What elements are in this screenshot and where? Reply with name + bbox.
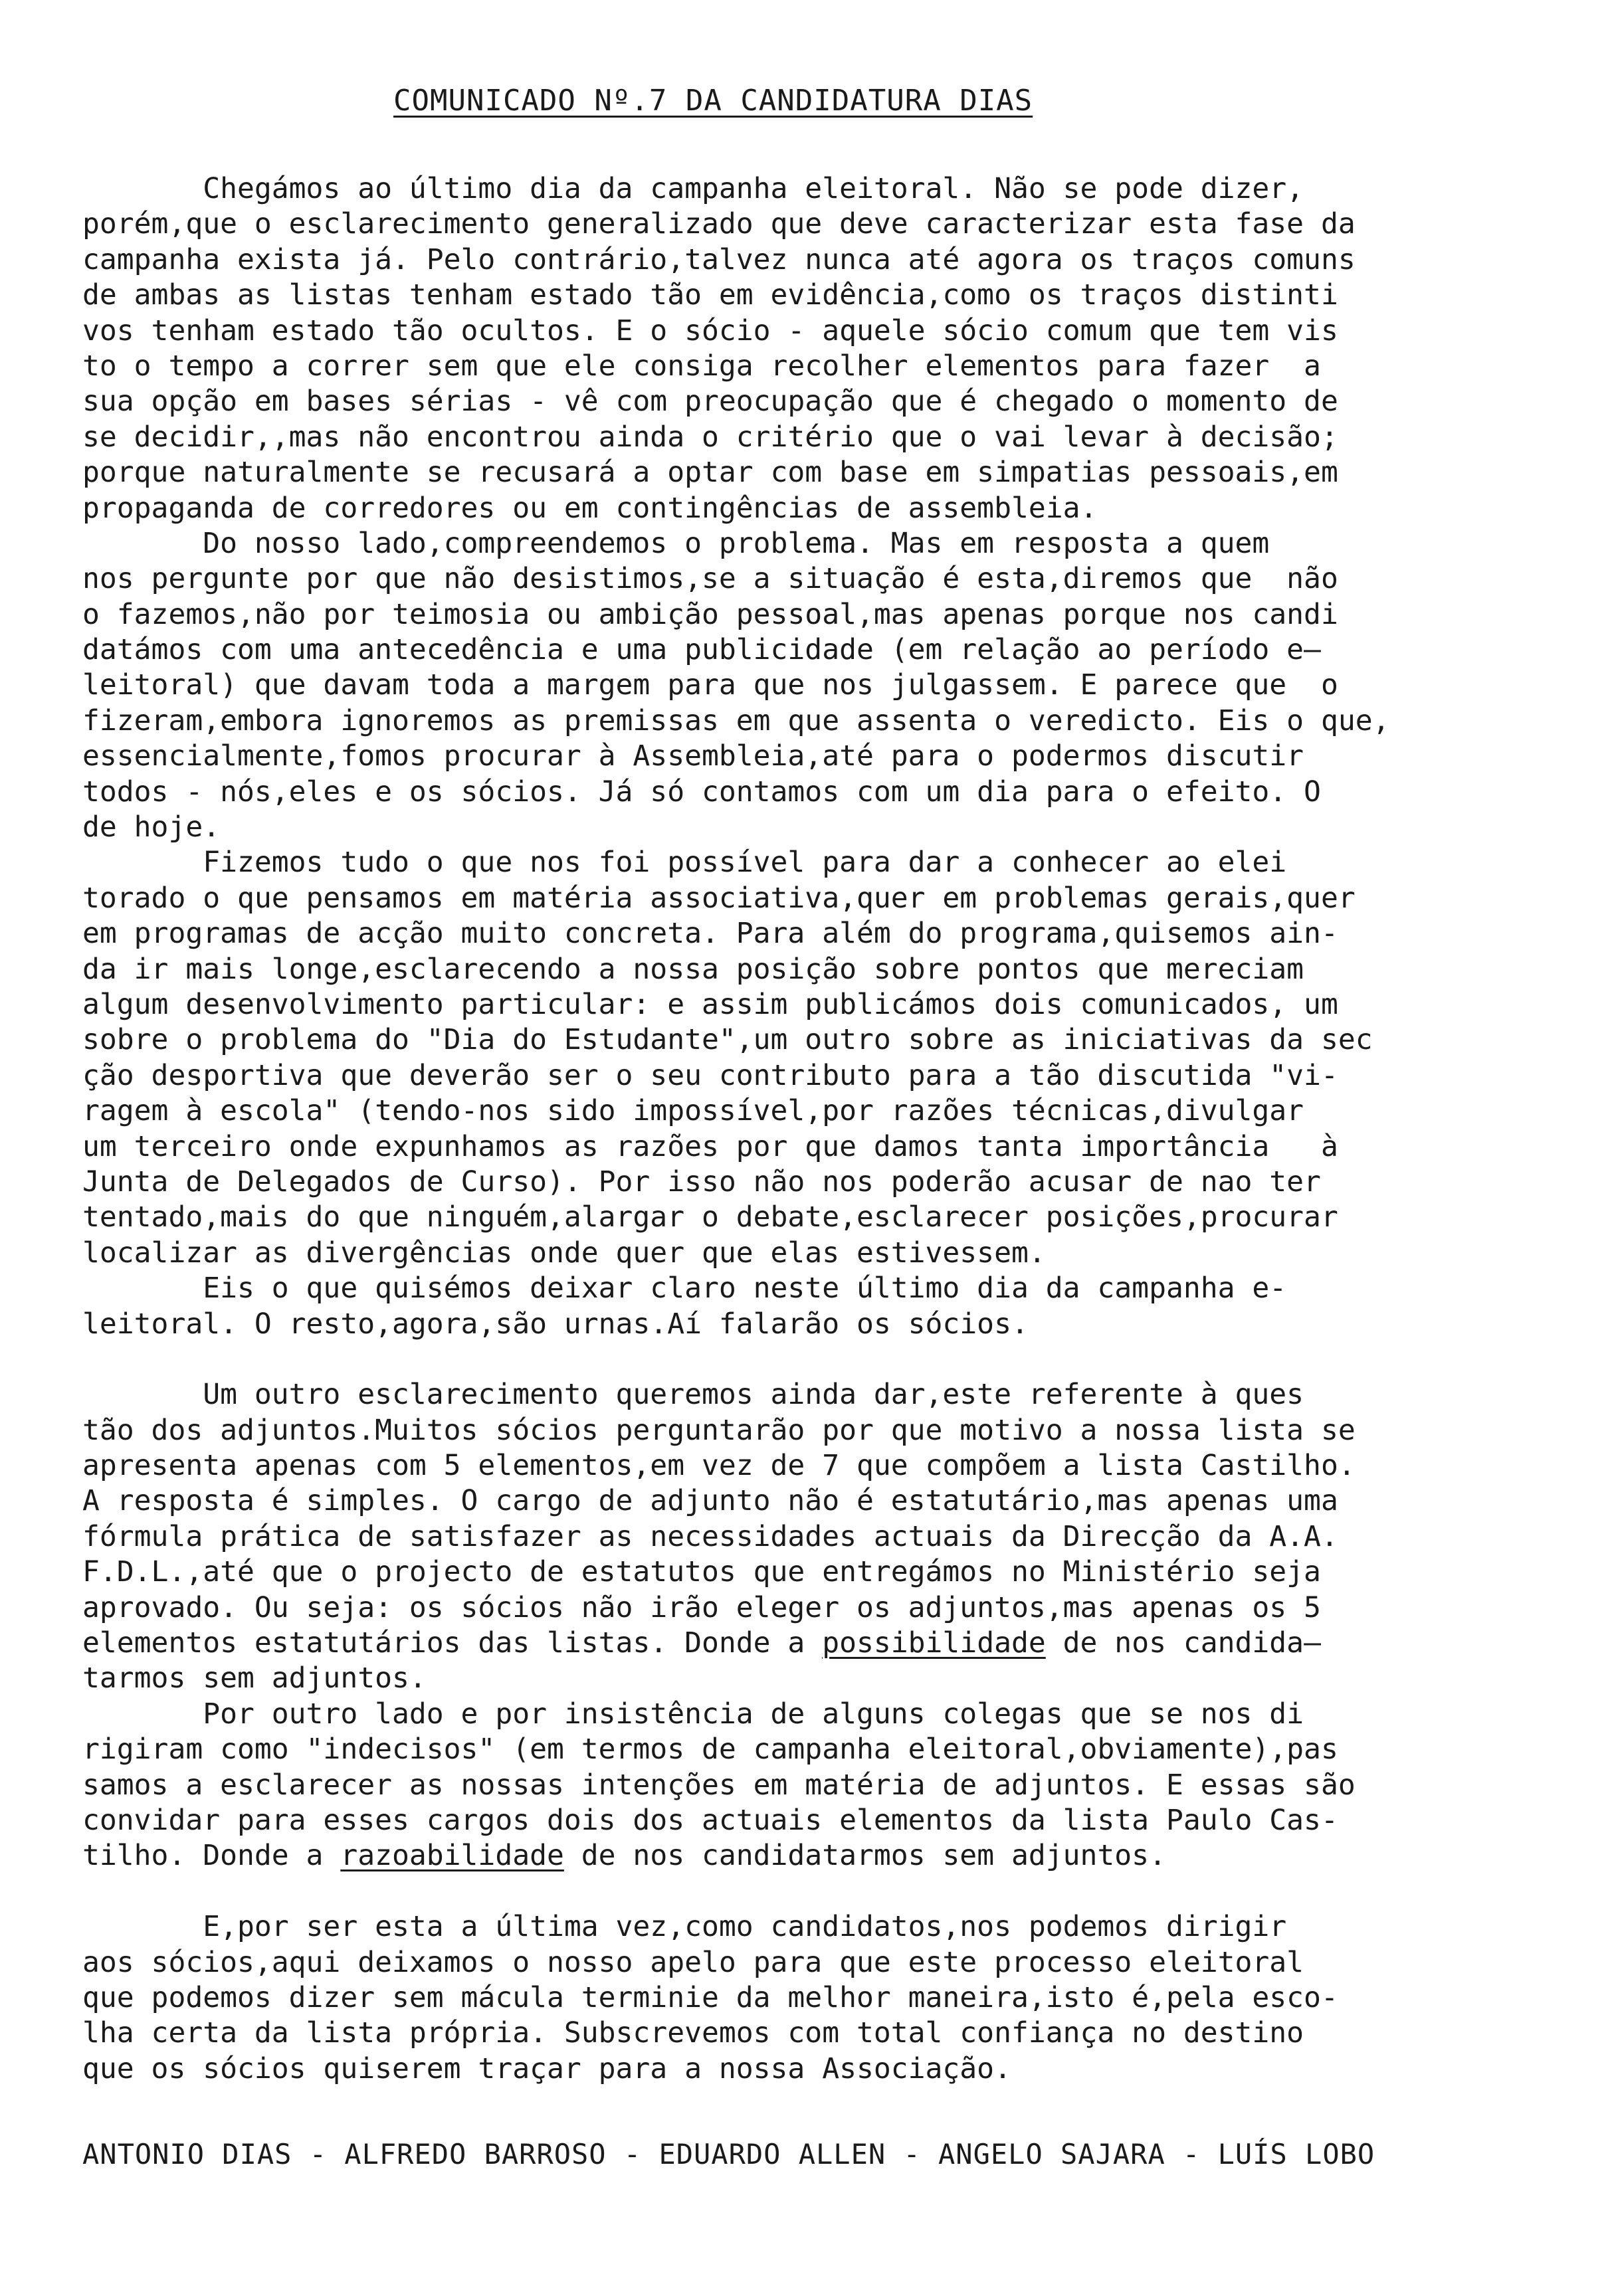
text-line: um terceiro onde expunhamos as razões por que damos tanta importância à	[82, 1129, 1338, 1163]
text-line: ragem à escola" (tendo-nos sido impossível,por razões técnicas,divulgar	[82, 1094, 1304, 1128]
text-line: o fazemos,não por teimosia ou ambição pessoal,mas apenas porque nos candi	[82, 597, 1338, 631]
text-line: Junta de Delegados de Curso). Por isso não nos poderão acusar de nao ter	[82, 1165, 1321, 1198]
signatures-line: ANTONIO DIAS - ALFREDO BARROSO - EDUARDO ALLEN - ANGELO SAJARA - LUÍS LOBO	[82, 2138, 1375, 2170]
text-line: Fizemos tudo o que nos foi possível para dar a conhecer ao elei	[82, 846, 1287, 880]
text-line: F.D.L.,até que o projecto de estatutos que entregámos no Ministério seja	[82, 1555, 1321, 1589]
text-line: propaganda de corredores ou em contingências de assembleia.	[82, 491, 1098, 525]
text-line: porém,que o esclarecimento generalizado que deve caracterizar esta fase da	[82, 207, 1356, 241]
text-line: de ambas as listas tenham estado tão em evidência,como os traços distinti	[82, 278, 1338, 312]
text-line: rigiram como "indecisos" (em termos de campanha eleitoral,obviamente),pas	[82, 1733, 1338, 1767]
text-line: A resposta é simples. O cargo de adjunto não é estatutário,mas apenas uma	[82, 1484, 1338, 1518]
text-line: Por outro lado e por insistência de alguns colegas que se nos di	[82, 1697, 1304, 1731]
text-line: que os sócios quiserem traçar para a nossa Associação.	[82, 2052, 1011, 2085]
text-line: datámos com uma antecedência e uma publicidade (em relação ao período e—	[82, 633, 1321, 667]
text-line: E,por ser esta a última vez,como candidatos,nos podemos dirigir	[82, 1910, 1287, 1944]
text-line: todos - nós,eles e os sócios. Já só contamos com um dia para o efeito. O	[82, 775, 1321, 809]
text-line: leitoral) que davam toda a margem para que nos julgassem. E parece que o	[82, 668, 1338, 702]
text-line: tentado,mais do que ninguém,alargar o debate,esclarecer posições,procurar	[82, 1200, 1338, 1234]
text-line: vos tenham estado tão ocultos. E o sócio - aquele sócio comum que tem vis	[82, 314, 1338, 347]
text-line: aos sócios,aqui deixamos o nosso apelo para que este processo eleitoral	[82, 1945, 1304, 1979]
text-line: sua opção em bases sérias - vê com preocupação que é chegado o momento de	[82, 385, 1338, 419]
text-line: Chegámos ao último dia da campanha eleitoral. Não se pode dizer,	[82, 172, 1304, 205]
text-line: samos a esclarecer as nossas intenções em matéria de adjuntos. E essas são	[82, 1768, 1356, 1802]
text-line: apresenta apenas com 5 elementos,em vez de 7 que compõem a lista Castilho.	[82, 1449, 1356, 1483]
text-line: de hoje.	[82, 811, 221, 844]
text-line: lha certa da lista própria. Subscrevemos com total confiança no destino	[82, 2016, 1304, 2050]
text-line: fórmula prática de satisfazer as necessidades actuais da Direcção da A.A.	[82, 1519, 1338, 1553]
text-line: elementos estatutários das listas. Donde a possibilidade de nos candida—	[82, 1626, 1321, 1660]
text-line: Eis o que quisémos deixar claro neste último dia da campanha e-	[82, 1272, 1287, 1305]
text-line: tilho. Donde a razoabilidade de nos candidatarmos sem adjuntos.	[82, 1839, 1166, 1873]
text-line: tarmos sem adjuntos.	[82, 1662, 427, 1695]
text-line: ção desportiva que deverão ser o seu contributo para a tão discutida "vi-	[82, 1058, 1338, 1092]
document-title: COMUNICADO Nº.7 DA CANDIDATURA DIAS	[393, 84, 1033, 118]
text-line: to o tempo a correr sem que ele consiga recolher elementos para fazer a	[82, 349, 1321, 383]
text-line: tão dos adjuntos.Muitos sócios perguntarão por que motivo a nossa lista se	[82, 1413, 1356, 1447]
text-line: leitoral. O resto,agora,são urnas.Aí falarão os sócios.	[82, 1307, 1029, 1341]
text-line: algum desenvolvimento particular: e assim publicámos dois comunicados, um	[82, 987, 1338, 1021]
text-line: torado o que pensamos em matéria associativa,quer em problemas gerais,quer	[82, 881, 1356, 915]
text-line: porque naturalmente se recusará a optar com base em simpatias pessoais,em	[82, 456, 1338, 490]
text-line: essencialmente,fomos procurar à Assembleia,até para o podermos discutir	[82, 739, 1304, 773]
text-line: que podemos dizer sem mácula terminie da melhor maneira,isto é,pela esco-	[82, 1980, 1338, 2014]
text-line: Um outro esclarecimento queremos ainda dar,este referente à ques	[82, 1378, 1304, 1412]
text-line: da ir mais longe,esclarecendo a nossa posição sobre pontos que mereciam	[82, 952, 1304, 986]
text-line: convidar para esses cargos dois dos actuais elementos da lista Paulo Cas-	[82, 1803, 1338, 1837]
paragraph-gap	[82, 1874, 1524, 1909]
text-line: fizeram,embora ignoremos as premissas em que assenta o veredicto. Eis o que,	[82, 704, 1390, 737]
text-line: Do nosso lado,compreendemos o problema. Mas em resposta a quem	[82, 526, 1270, 560]
paragraph-gap	[82, 1342, 1524, 1377]
text-line: nos pergunte por que não desistimos,se a situação é esta,diremos que não	[82, 562, 1338, 596]
document-body	[82, 171, 1524, 2087]
text-line: campanha exista já. Pelo contrário,talvez nunca até agora os traços comuns	[82, 242, 1356, 276]
text-line: aprovado. Ou seja: os sócios não irão eleger os adjuntos,mas apenas os 5	[82, 1590, 1321, 1624]
text-line: em programas de acção muito concreta. Para além do programa,quisemos ain-	[82, 917, 1338, 951]
text-line: localizar as divergências onde quer que elas estivessem.	[82, 1236, 1046, 1270]
text-line: sobre o problema do "Dia do Estudante",um outro sobre as iniciativas da sec	[82, 1023, 1373, 1057]
text-line: se decidir,,mas não encontrou ainda o critério que o vai levar à decisão;	[82, 420, 1338, 454]
